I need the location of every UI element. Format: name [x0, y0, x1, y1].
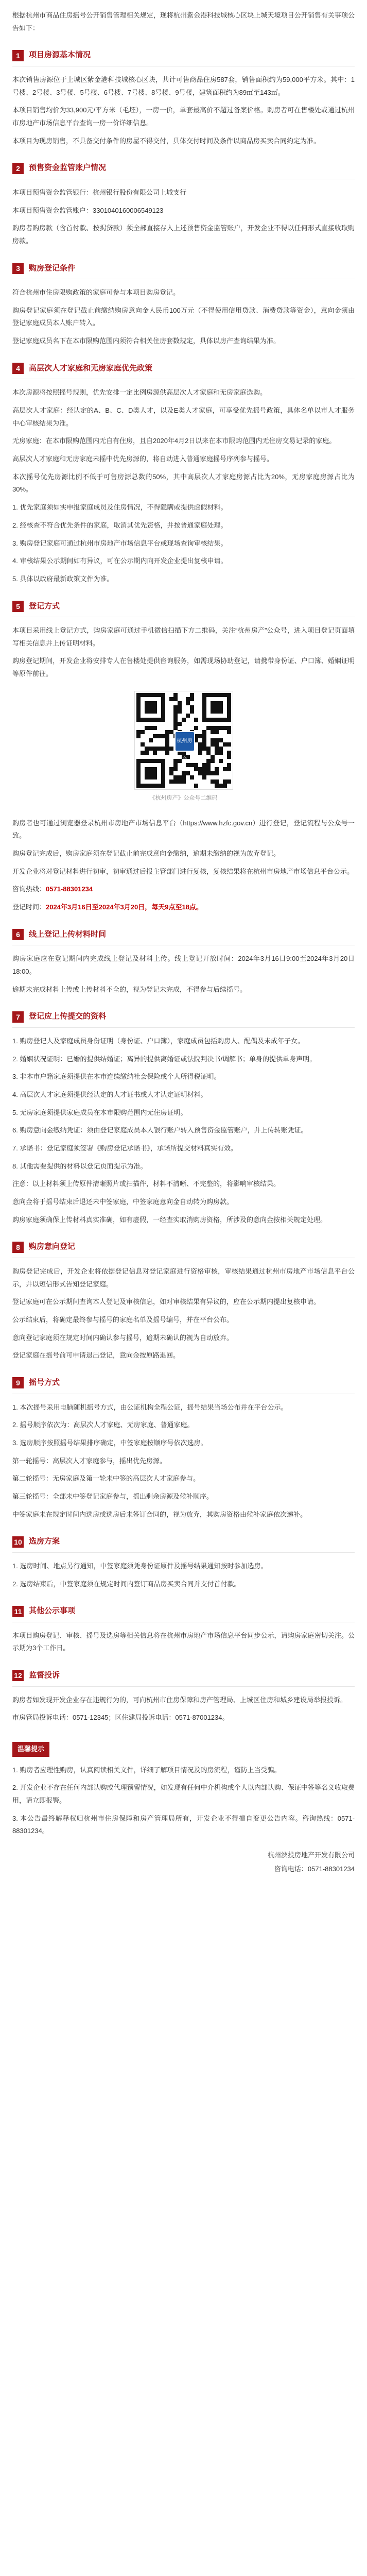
registration-time-value: 2024年3月16日至2024年3月20日，每天9点至18点。	[46, 903, 203, 911]
section-paragraph: 1. 本次摇号采用电脑随机摇号方式，由公证机构全程公证，摇号结果当场公布并在平台公示。	[12, 1403, 288, 1411]
section-title: 登记应上传提交的资料	[29, 1012, 107, 1021]
hotline-line	[12, 883, 355, 896]
section-paragraph: 第二轮摇号：无房家庭及第一轮未中签的高层次人才家庭参与。	[12, 1475, 200, 1483]
section-paragraph: 购房家庭应在登记期间内完成线上登记及材料上传。线上登记开放时间：2024年3月16日9:00至2024年3月20日18:00。	[12, 955, 355, 976]
section-heading	[12, 161, 355, 179]
section-paragraph: 本项目购房登记、审核、摇号及选房等相关信息将在杭州市房地产市场信息平台同步公示，请购房家庭密切关注。公示期为3个工作日。	[12, 1631, 355, 1652]
qr-code-image	[134, 691, 233, 790]
section-paragraph: 登记家庭可在公示期间查询本人登记及审核信息，如对审核结果有异议的，应在公示期内提出复核申请。	[12, 1298, 321, 1306]
section-paragraph: 7. 承诺书：登记家庭须签署《购房登记承诺书》，承诺所提交材料真实有效。	[12, 1144, 237, 1153]
section-paragraph: 高层次人才家庭和无房家庭未摇中优先房源的，将自动进入普通家庭摇号序列参与摇号。	[12, 455, 274, 463]
section-title: 购房登记条件	[29, 263, 76, 273]
section-paragraph: 6. 购房意向金缴纳凭证：须由登记家庭成员本人银行账户转入预售资金监管账户，并上传转账凭证。	[12, 1126, 308, 1134]
intro-paragraph: 根据杭州市商品住房摇号公开销售管理相关规定，现将杭州紫金港科技城核心区块上城天境项目公开销售有关事项公告如下：	[12, 11, 355, 32]
registration-time-label: 登记时间：	[12, 903, 46, 911]
section-title: 预售资金监管账户情况	[29, 163, 107, 173]
section-number: 9	[12, 1377, 24, 1388]
section-paragraph: 符合杭州市住房限购政策的家庭可参与本项目购房登记。	[12, 289, 180, 297]
section-paragraph: 本次销售房源位于上城区紫金港科技城核心区块，共计可售商品住房587套，销售面积约为59,000平方米。其中：1号楼、2号楼、3号楼、5号楼、6号楼、7号楼、8号楼、9号楼，建筑面积约为89㎡至143㎡。	[12, 75, 355, 96]
notice-paragraph: 2. 开发企业不存在任何内部认购或代理预留情况，如发现有任何中介机构或个人以内部认购、保证中签等名义收取费用，请立即报警。	[12, 1784, 355, 1805]
section-title: 高层次人才家庭和无房家庭优先政策	[29, 363, 153, 372]
section-paragraph: 3. 选房顺序按照摇号结果排序确定，中签家庭按顺序号依次选房。	[12, 1438, 207, 1447]
section-paragraph: 购房家庭须确保上传材料真实准确，如有虚假，一经查实取消购房资格，所涉及的意向金按相关规定处理。	[12, 1215, 327, 1224]
section-number: 5	[12, 601, 24, 612]
section-paragraph: 8. 其他需要提供的材料以登记页面提示为准。	[12, 1162, 147, 1170]
section-paragraph: 购房者如发现开发企业存在违规行为的，可向杭州市住房保障和房产管理局、上城区住房和城乡建设局举报投诉。	[12, 1696, 347, 1704]
section-heading	[12, 1604, 355, 1622]
hotline-number: 0571-88301234	[46, 885, 93, 893]
qr-logo: 杭州房产	[174, 731, 195, 752]
section-paragraph: 4. 高层次人才家庭须提供经认定的人才证书或人才认定证明材料。	[12, 1090, 207, 1098]
signature-phone: 咨询电话：0571-88301234	[274, 1865, 355, 1873]
qr-caption: 《杭州房产》公众号二维码	[149, 794, 218, 801]
section-number: 7	[12, 1011, 24, 1023]
registration-time-line	[12, 901, 355, 914]
section-paragraph: 2. 摇号顺序依次为：高层次人才家庭、无房家庭、普通家庭。	[12, 1421, 194, 1429]
section-paragraph: 中签家庭未在规定时间内选房或选房后未签订合同的，视为放弃，其购房资格由候补家庭依次递补。	[12, 1510, 307, 1518]
section-paragraph: 购房者也可通过浏览器登录杭州市房地产市场信息平台（https://www.hzfc.gov.cn）进行登记，登记流程与公众号一致。	[12, 819, 355, 840]
signature-company: 杭州滨投房地产开发有限公司	[267, 1851, 355, 1859]
section-heading	[12, 1009, 355, 1028]
section-paragraph: 3. 非本市户籍家庭须提供在本市连续缴纳社会保险或个人所得税证明。	[12, 1073, 221, 1081]
section-paragraph: 本次房源将按照摇号规则，优先安排一定比例房源供高层次人才家庭和无房家庭选购。	[12, 388, 267, 397]
section-paragraph: 意向登记家庭须在规定时间内确认参与摇号，逾期未确认的视为自动放弃。	[12, 1333, 234, 1342]
section-paragraph: 高层次人才家庭：经认定的A、B、C、D类人才，以及E类人才家庭，可享受优先摇号政策，具体名单以市人才服务中心审核结果为准。	[12, 406, 355, 427]
section-paragraph: 5. 无房家庭须提供家庭成员在本市限购范围内无住房证明。	[12, 1108, 187, 1116]
section-paragraph: 登记家庭在摇号前可申请退出登记，意向金按原路退回。	[12, 1351, 180, 1360]
section-paragraph: 登记家庭成员名下在本市限购范围内须符合相关住房套数规定，具体以房产查询结果为准。	[12, 337, 281, 345]
notice-paragraph: 3. 本公告最终解释权归杭州市住房保障和房产管理局所有，开发企业不得擅自变更公告内容。咨询热线：0571-88301234。	[12, 1814, 355, 1835]
section-paragraph: 意向金将于摇号结束后退还未中签家庭，中签家庭意向金自动转为购房款。	[12, 1198, 234, 1206]
section-paragraph: 4. 审核结果公示期间如有异议，可在公示期内向开发企业提出复核申请。	[12, 557, 228, 565]
section-paragraph: 本项目预售资金监管银行：杭州银行股份有限公司上城支行	[12, 188, 187, 196]
section-paragraph: 购房登记完成后，购房家庭须在登记截止前完成意向金缴纳，逾期未缴纳的视为放弃登记。	[12, 850, 281, 858]
section-heading	[12, 361, 355, 380]
section-heading	[12, 1240, 355, 1258]
notice-label: 温馨提示	[12, 1742, 49, 1757]
section-paragraph: 3. 购房登记家庭可通过杭州市房地产市场信息平台或现场查询审核结果。	[12, 539, 228, 547]
hotline-label: 咨询热线：	[12, 885, 46, 893]
section-paragraph: 本次摇号优先房源比例不低于可售房源总数的50%，其中高层次人才家庭房源占比为20%，无房家庭房源占比为30%。	[12, 472, 355, 494]
section-number: 12	[12, 1670, 24, 1681]
section-title: 摇号方式	[29, 1378, 60, 1387]
section-paragraph: 注意：以上材料须上传原件清晰照片或扫描件，材料不清晰、不完整的，将影响审核结果。	[12, 1180, 281, 1188]
section-paragraph: 1. 购房登记人及家庭成员身份证明（身份证、户口簿），家庭成员包括购房人、配偶及未成年子女。	[12, 1037, 304, 1045]
section-paragraph: 1. 优先家庭须如实申报家庭成员及住房情况，不得隐瞒或提供虚假材料。	[12, 503, 228, 512]
section-paragraph: 购房登记期间，开发企业将安排专人在售楼处提供咨询服务，如需现场协助登记，请携带身份证、户口簿、婚姻证明等原件前往。	[12, 657, 355, 678]
section-title: 监督投诉	[29, 1671, 60, 1680]
section-paragraph: 本项目销售均价为33,900元/平方米（毛坯），一房一价，单套最高价不超过备案价格。购房者可在售楼处或通过杭州市房地产市场信息平台查询一房一价详细信息。	[12, 106, 355, 127]
section-number: 4	[12, 363, 24, 374]
section-title: 选房方案	[29, 1537, 60, 1546]
section-number: 8	[12, 1242, 24, 1253]
section-number: 11	[12, 1606, 24, 1617]
section-paragraph: 本项目预售资金监管账户：3301040160006549123	[12, 206, 164, 214]
section-heading	[12, 1534, 355, 1553]
section-paragraph: 市房管局投诉电话：0571-12345；区住建局投诉电话：0571-87001234。	[12, 1714, 229, 1722]
section-paragraph: 本项目为现房销售，不具备交付条件的房屋不得交付，具体交付时间及条件以商品房买卖合同约定为准。	[12, 137, 321, 145]
section-title: 线上登记上传材料时间	[29, 929, 107, 939]
section-title: 购房意向登记	[29, 1242, 76, 1251]
section-heading	[12, 48, 355, 66]
section-heading	[12, 1376, 355, 1394]
section-heading	[12, 1668, 355, 1687]
section-heading	[12, 261, 355, 280]
section-paragraph: 第三轮摇号：全部未中签登记家庭参与，摇出剩余房源及候补顺序。	[12, 1493, 214, 1501]
section-paragraph: 公示结束后，将确定最终参与摇号的家庭名单及摇号编号，并在平台公布。	[12, 1316, 234, 1324]
section-paragraph: 第一轮摇号：高层次人才家庭参与，摇出优先房源。	[12, 1456, 167, 1465]
section-number: 2	[12, 163, 24, 174]
qr-code-block	[12, 691, 355, 804]
section-paragraph: 逾期未完成材料上传或上传材料不全的，视为登记未完成，不得参与后续摇号。	[12, 985, 247, 993]
section-number: 1	[12, 50, 24, 61]
section-paragraph: 2. 选房结束后，中签家庭须在规定时间内签订商品房买卖合同并支付首付款。	[12, 1580, 241, 1588]
section-paragraph: 2. 婚姻状况证明：已婚的提供结婚证；离异的提供离婚证或法院判决书/调解书；单身的提供单身声明。	[12, 1055, 317, 1063]
section-heading	[12, 599, 355, 618]
notice-paragraph: 1. 购房者应理性购房，认真阅读相关文件，详细了解项目情况及购房流程，谨防上当受骗。	[12, 1766, 281, 1774]
signature-block	[12, 1849, 355, 1875]
section-paragraph: 2. 经核查不符合优先条件的家庭，取消其优先资格，并按普通家庭处理。	[12, 521, 228, 529]
section-number: 6	[12, 929, 24, 940]
section-title: 项目房源基本情况	[29, 50, 91, 60]
section-number: 3	[12, 263, 24, 274]
section-title: 登记方式	[29, 601, 60, 611]
section-paragraph: 无房家庭：在本市限购范围内无自有住房，且自2020年4月2日以来在本市限购范围内无住房交易记录的家庭。	[12, 437, 336, 445]
section-paragraph: 1. 选房时间、地点另行通知，中签家庭须凭身份证原件及摇号结果通知按时参加选房。	[12, 1562, 268, 1570]
section-paragraph: 购房登记完成后，开发企业将依据登记信息对登记家庭进行资格审核，审核结果通过杭州市房地产市场信息平台公示，并以短信形式告知登记家庭。	[12, 1267, 355, 1288]
section-paragraph: 购房者购房款（含首付款、按揭贷款）须全部直接存入上述预售资金监管账户，开发企业不得以任何形式直接收取购房款。	[12, 224, 355, 245]
section-paragraph: 购房登记家庭须在登记截止前缴纳购房意向金人民币100万元（不得使用信用贷款、消费贷款等资金），意向金须由登记家庭成员本人账户转入。	[12, 306, 355, 327]
section-title: 其他公示事项	[29, 1606, 76, 1616]
section-number: 10	[12, 1536, 24, 1548]
section-paragraph: 5. 具体以政府最新政策文件为准。	[12, 574, 114, 583]
section-paragraph: 本项目采用线上登记方式，购房家庭可通过手机微信扫描下方二维码，关注“杭州房产”公众号，进入项目登记页面填写相关信息并上传证明材料。	[12, 626, 355, 647]
section-heading	[12, 927, 355, 946]
section-paragraph: 开发企业将对登记材料进行初审，初审通过后报主管部门进行复核，复核结果将在杭州市房地产市场信息平台公示。	[12, 867, 354, 875]
